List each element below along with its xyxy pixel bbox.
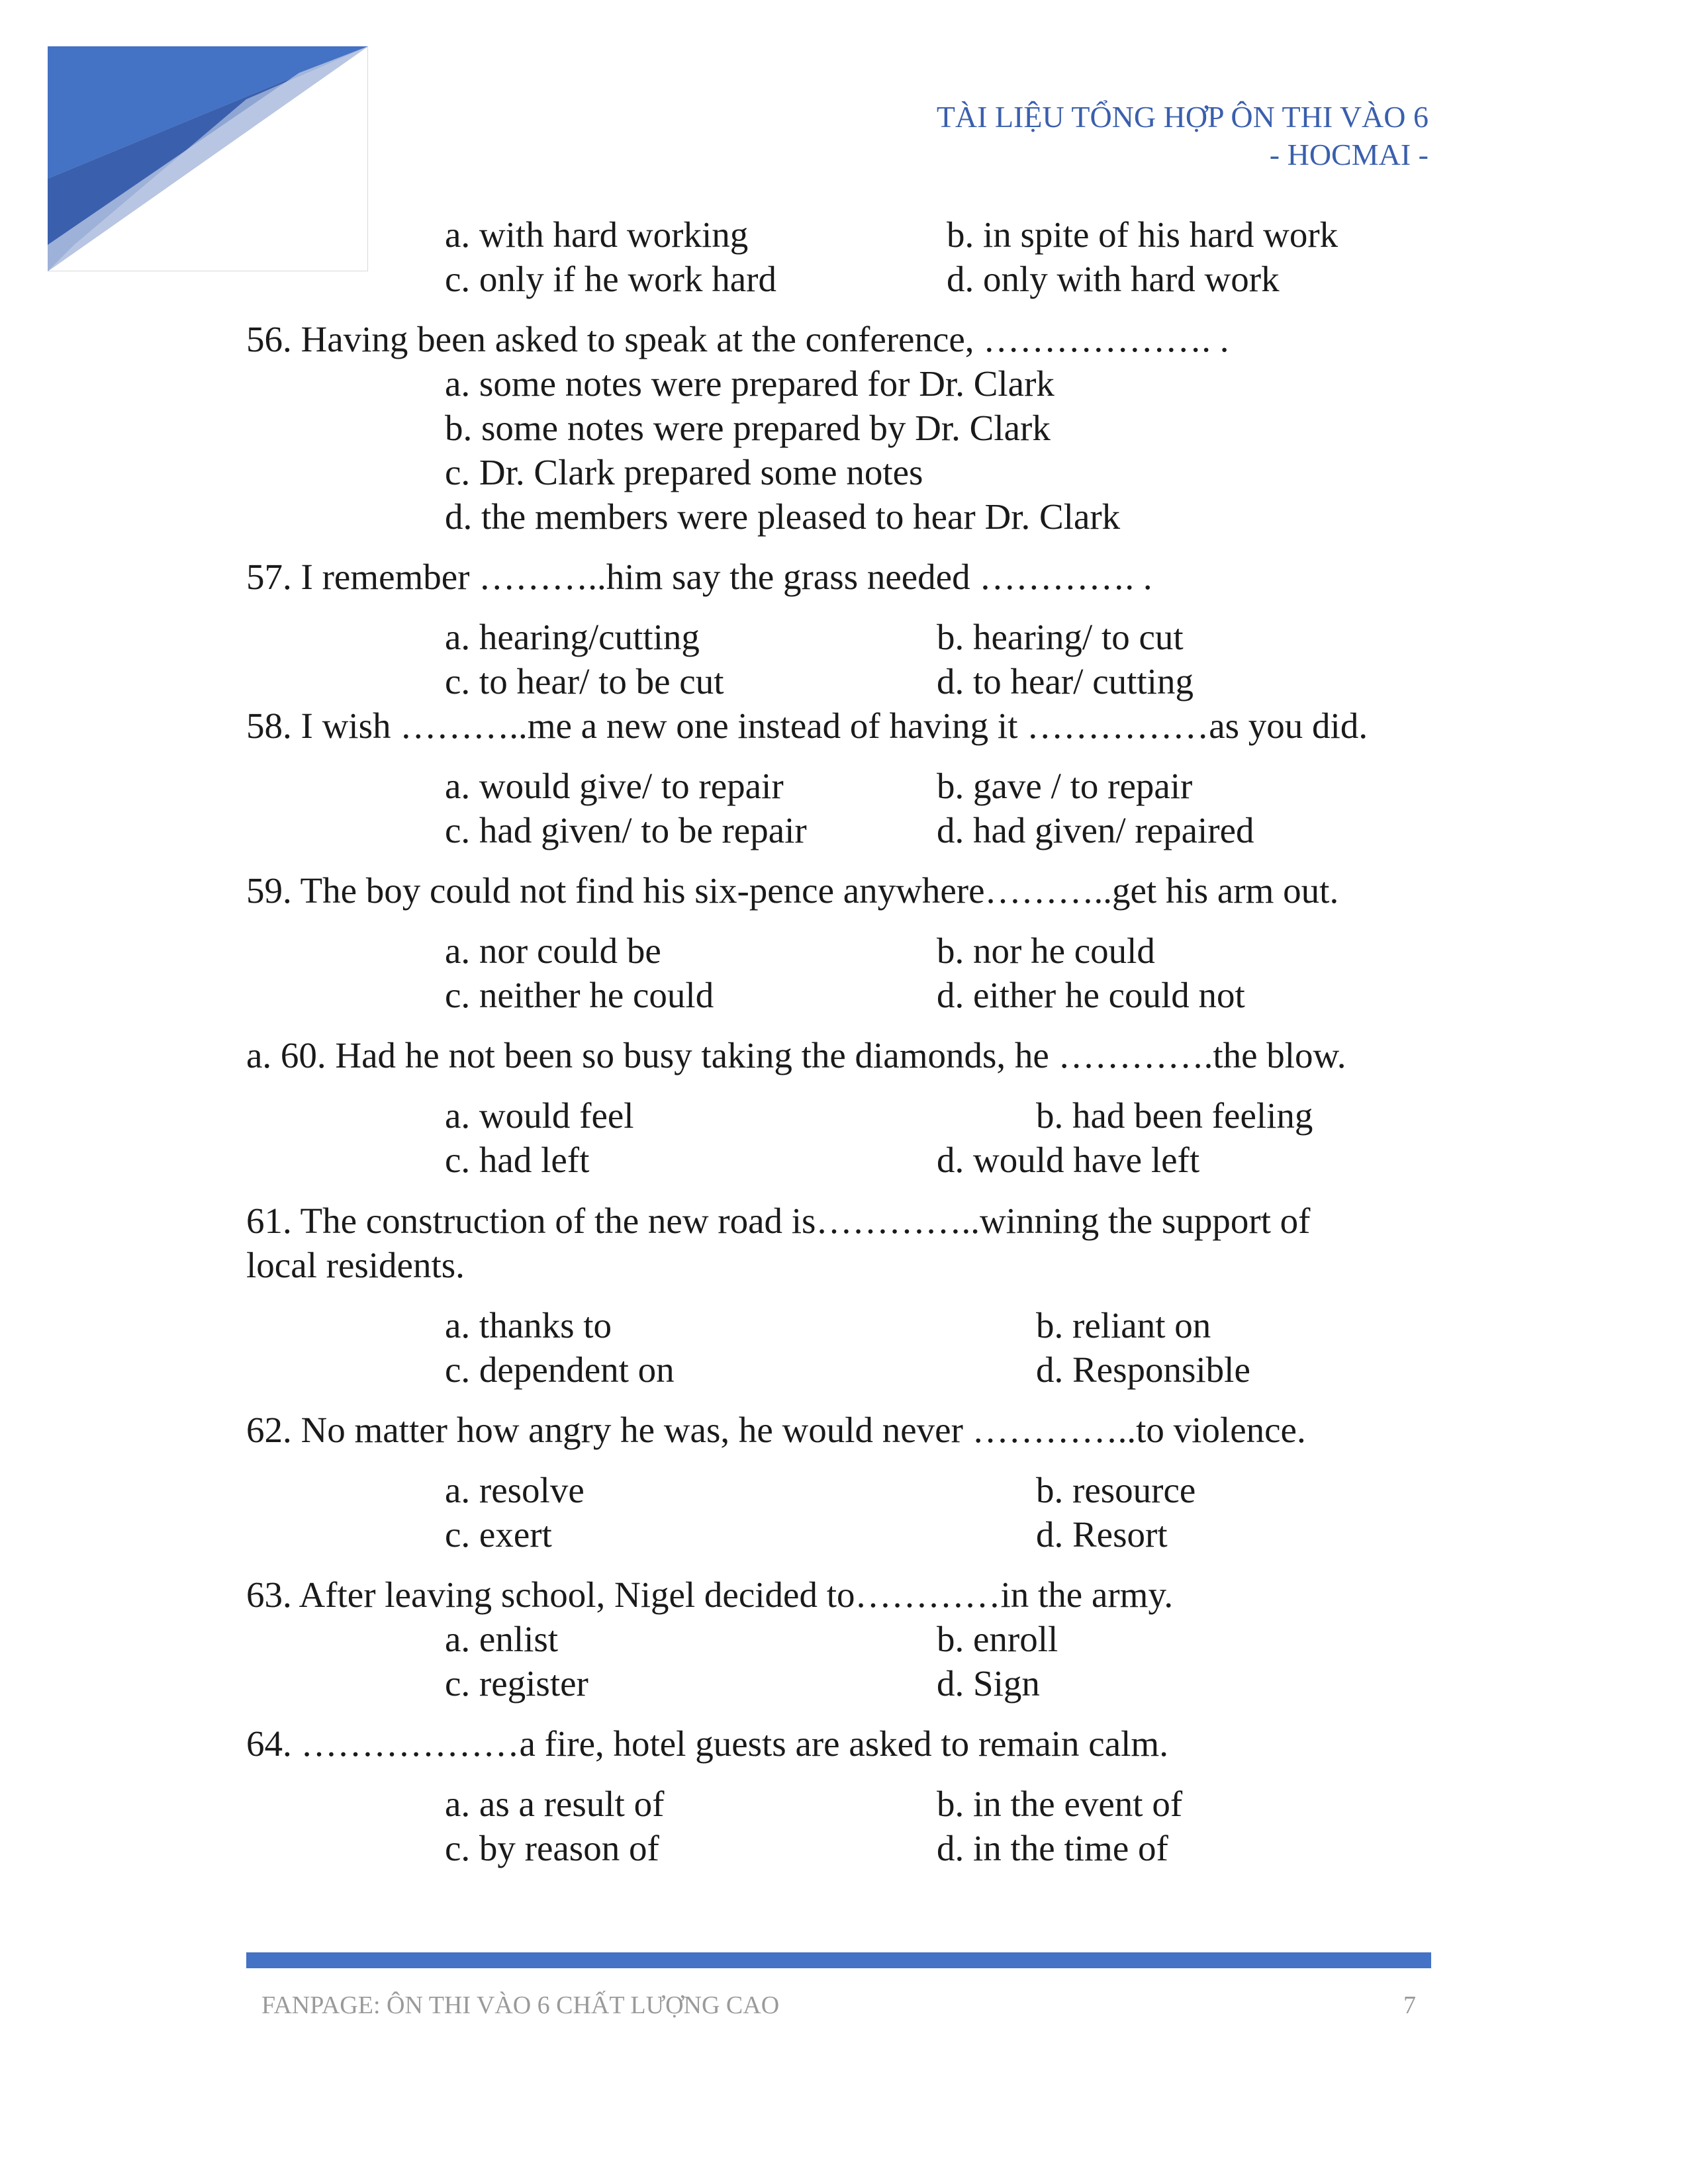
q58-option-c: c. had given/ to be repair (445, 810, 807, 850)
q63-option-d: d. Sign (937, 1663, 1040, 1704)
hocmai-corner-logo (48, 46, 368, 271)
q57-option-a: a. hearing/cutting (445, 617, 700, 657)
page-number: 7 (1403, 1991, 1416, 2019)
footer-divider-bar (246, 1952, 1431, 1968)
question-59: 59. The boy could not find his six-pence anywhere………..get his arm out. (246, 870, 1339, 911)
q58-option-b: b. gave / to repair (937, 766, 1193, 806)
q61-option-a: a. thanks to (445, 1305, 612, 1345)
q62-option-b: b. resource (1036, 1470, 1196, 1510)
q62-option-d: d. Resort (1036, 1514, 1168, 1555)
q56-option-d: d. the members were pleased to hear Dr. Clark (445, 496, 1121, 537)
question-61: 61. The construction of the new road is…………..winning the support of (246, 1201, 1311, 1241)
q59-option-a: a. nor could be (445, 931, 661, 971)
question-62: 62. No matter how angry he was, he would never …………..to violence. (246, 1410, 1306, 1450)
q58-option-a: a. would give/ to repair (445, 766, 784, 806)
q62-option-c: c. exert (445, 1514, 552, 1555)
q64-option-c: c. by reason of (445, 1828, 659, 1868)
q61-option-b: b. reliant on (1036, 1305, 1211, 1345)
q57-option-d: d. to hear/ cutting (937, 661, 1194, 702)
header-title: TÀI LIỆU TỔNG HỢP ÔN THI VÀO 6 (936, 100, 1429, 134)
q56-option-b: b. some notes were prepared by Dr. Clark (445, 408, 1051, 448)
q64-option-d: d. in the time of (937, 1828, 1168, 1868)
question-61-continued: local residents. (246, 1245, 465, 1285)
question-57: 57. I remember ………..him say the grass needed …………. . (246, 557, 1152, 597)
question-58: 58. I wish ………..me a new one instead of having it ……………as you did. (246, 705, 1368, 746)
q55-option-a: a. with hard working (445, 214, 749, 255)
footer-fanpage: FANPAGE: ÔN THI VÀO 6 CHẤT LƯỢNG CAO (261, 1991, 780, 2019)
q60-option-b: b. had been feeling (1036, 1095, 1313, 1136)
q59-option-b: b. nor he could (937, 931, 1155, 971)
q61-option-d: d. Responsible (1036, 1349, 1250, 1390)
q55-option-d: d. only with hard work (947, 259, 1280, 299)
q63-option-a: a. enlist (445, 1619, 559, 1659)
q64-option-a: a. as a result of (445, 1784, 665, 1824)
q56-option-a: a. some notes were prepared for Dr. Clark (445, 363, 1055, 404)
q64-option-b: b. in the event of (937, 1784, 1183, 1824)
question-60: a. 60. Had he not been so busy taking the diamonds, he ………….the blow. (246, 1035, 1346, 1075)
q59-option-c: c. neither he could (445, 975, 714, 1015)
q55-option-c: c. only if he work hard (445, 259, 776, 299)
q57-option-b: b. hearing/ to cut (937, 617, 1184, 657)
q60-option-d: d. would have left (937, 1140, 1200, 1180)
q60-option-a: a. would feel (445, 1095, 634, 1136)
q55-option-b: b. in spite of his hard work (947, 214, 1338, 255)
question-63: 63. After leaving school, Nigel decided to…………in the army. (246, 1574, 1174, 1615)
question-64: 64. ………………a fire, hotel guests are asked to remain calm. (246, 1723, 1168, 1764)
q63-option-c: c. register (445, 1663, 588, 1704)
q58-option-d: d. had given/ repaired (937, 810, 1254, 850)
q57-option-c: c. to hear/ to be cut (445, 661, 724, 702)
q60-option-c: c. had left (445, 1140, 590, 1180)
q56-option-c: c. Dr. Clark prepared some notes (445, 452, 923, 492)
header-subtitle: - HOCMAI - (1269, 138, 1429, 171)
q63-option-b: b. enroll (937, 1619, 1058, 1659)
q59-option-d: d. either he could not (937, 975, 1245, 1015)
q61-option-c: c. dependent on (445, 1349, 675, 1390)
q62-option-a: a. resolve (445, 1470, 585, 1510)
question-56: 56. Having been asked to speak at the conference, ………………. . (246, 319, 1229, 359)
